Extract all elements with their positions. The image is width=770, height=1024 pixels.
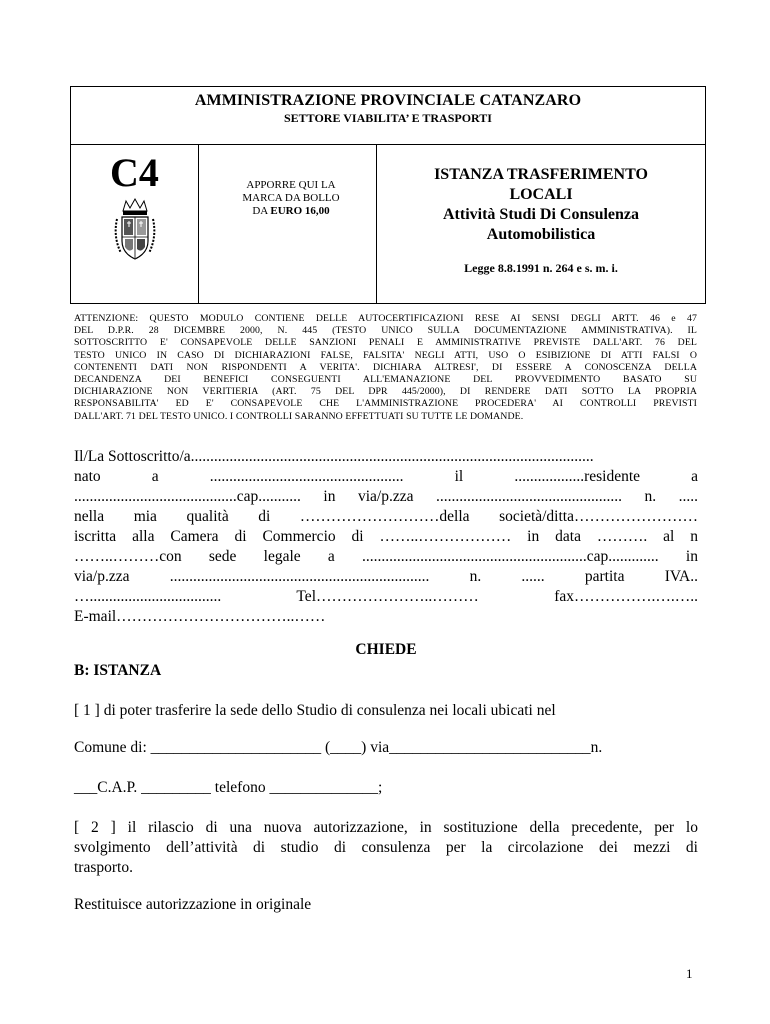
stamp-prefix: DA xyxy=(252,205,271,217)
department-subtitle: SETTORE VIABILITA’ E TRASPORTI xyxy=(284,111,492,125)
authority-title: AMMINISTRAZIONE PROVINCIALE CATANZARO xyxy=(194,92,582,109)
request-title-line-4: Automobilistica xyxy=(486,226,596,243)
attention-line: DALL'ART. 71 DEL TESTO UNICO. I CONTROLLI SARANNO EFFETTUATI SU TUTTE LE DOMANDE. xyxy=(74,410,524,422)
restituisce-line: Restituisce autorizzazione in originale xyxy=(74,896,312,913)
page-number: 1 xyxy=(686,966,693,981)
attention-line: RESPONSABILITA' ED E' CONSAPEVOLE CHE L'AMMINISTRAZIONE PROCEDERA' AI CONTROLLI PREVISTI xyxy=(74,398,697,410)
law-reference: Legge 8.8.1991 n. 264 e s. m. i. xyxy=(464,261,618,275)
stamp-line-1: APPORRE QUI LA xyxy=(246,179,336,191)
request-title-line-3: Attività Studi Di Consulenza xyxy=(442,206,640,223)
coat-of-arms-icon xyxy=(113,197,157,263)
item-2-line-1: [ 2 ] il rilascio di una nuova autorizzazione, in sostituzione della precedente, per lo xyxy=(74,819,698,836)
attention-line: ATTENZIONE: QUESTO MODULO CONTIENE DELLE AUTOCERTIFICAZIONI RESE AI SENSI DEGLI ARTT. 46 e 47 xyxy=(74,313,697,324)
declarant-role-line: nella mia qualità di ………………………della società/ditta…………………… xyxy=(74,508,698,525)
section-b-heading: B: ISTANZA xyxy=(74,662,162,679)
request-title-cell xyxy=(377,145,705,303)
header-row xyxy=(71,87,705,145)
item-2-line-3: trasporto. xyxy=(74,859,133,876)
declarant-seat-line: ……..………con sede legale a ..........................................................cap............. in xyxy=(74,548,698,565)
request-title-line-2: LOCALI xyxy=(509,186,573,203)
item-2-text xyxy=(74,818,698,878)
declarant-section xyxy=(74,447,698,627)
attention-line: TESTO UNICO IN CASO DI DICHIARAZIONI FALSE, FALSITA' NEGLI ATTI, USO O ESIBIZIONE DI ATTI FALSI O xyxy=(74,349,697,361)
stamp-amount: EURO 16,00 xyxy=(270,205,330,217)
declarant-contact-line: ….................................. Tel…………………..……… fax…………….….….. xyxy=(74,588,698,605)
stamp-cell xyxy=(199,145,377,303)
item-2-line-2: svolgimento dell’attività di studio di consulenza per la circolazione dei mezzi di xyxy=(74,839,698,856)
declarant-chamber-line: iscritta alla Camera di Commercio di ……..……………… in data ………. al n xyxy=(74,528,698,545)
comune-line: Comune di: ______________________ (____) via__________________________n. xyxy=(74,739,603,756)
attention-line: DECANDENZA DEI BENEFICI CONSEGUENTI ALL'EMANAZIONE DEL PROVVEDIMENTO BASATO SU xyxy=(74,374,697,386)
attention-line: CONTENENTI DATI NON RISPONDENTI A VERITA'. DICHIARA ALTRESI', DI ESSERE A CONOSCENZA DELLA xyxy=(74,361,697,373)
cap-phone-line: ___C.A.P. _________ telefono ______________; xyxy=(74,779,383,796)
attention-notice xyxy=(74,313,697,423)
stamp-instructions xyxy=(231,179,351,218)
declarant-vat-line: via/p.zza ................................................................... n. ...... partita IVA.. xyxy=(74,568,698,585)
attention-line: SOTTOSCRITTO E' CONSAPEVOLE DELLE SANZIONI PENALI E AMMINISTRATIVE PREVISTE DALL'ART. 76 DEL xyxy=(74,337,697,349)
chiede-heading: CHIEDE xyxy=(355,641,417,658)
form-code-cell xyxy=(71,145,199,303)
declarant-birth-line: nato a .................................................. il ..................residente a xyxy=(74,468,698,485)
declarant-name-line: Il/La Sottoscritto/a........................................................................................................ xyxy=(74,448,594,465)
attention-line: DICHIARAZIONE NON VERITIERIA (ART. 75 DEL DPR 445/2000), DI RENDERE DATI SOTTO LA PROPRIA xyxy=(74,386,697,398)
form-header-table xyxy=(70,86,706,304)
request-title-line-1: ISTANZA TRASFERIMENTO xyxy=(434,166,648,183)
declarant-email-line: E-mail……………………………..…… xyxy=(74,608,326,625)
declarant-address-line: ..........................................cap........... in via/p.zza ................................................ n. ..... xyxy=(74,488,698,505)
stamp-line-2: MARCA DA BOLLO xyxy=(242,192,340,204)
form-code: C4 xyxy=(110,150,159,195)
stamp-line-3 xyxy=(231,205,351,218)
attention-line: DEL D.P.R. 28 DICEMBRE 2000, N. 445 (TESTO UNICO SULLA DOCUMENTAZIONE AMMINISTRATIVA). IL xyxy=(74,325,697,337)
item-1-text: [ 1 ] di poter trasferire la sede dello Studio di consulenza nei locali ubicati nel xyxy=(74,702,556,719)
request-title xyxy=(377,165,705,245)
